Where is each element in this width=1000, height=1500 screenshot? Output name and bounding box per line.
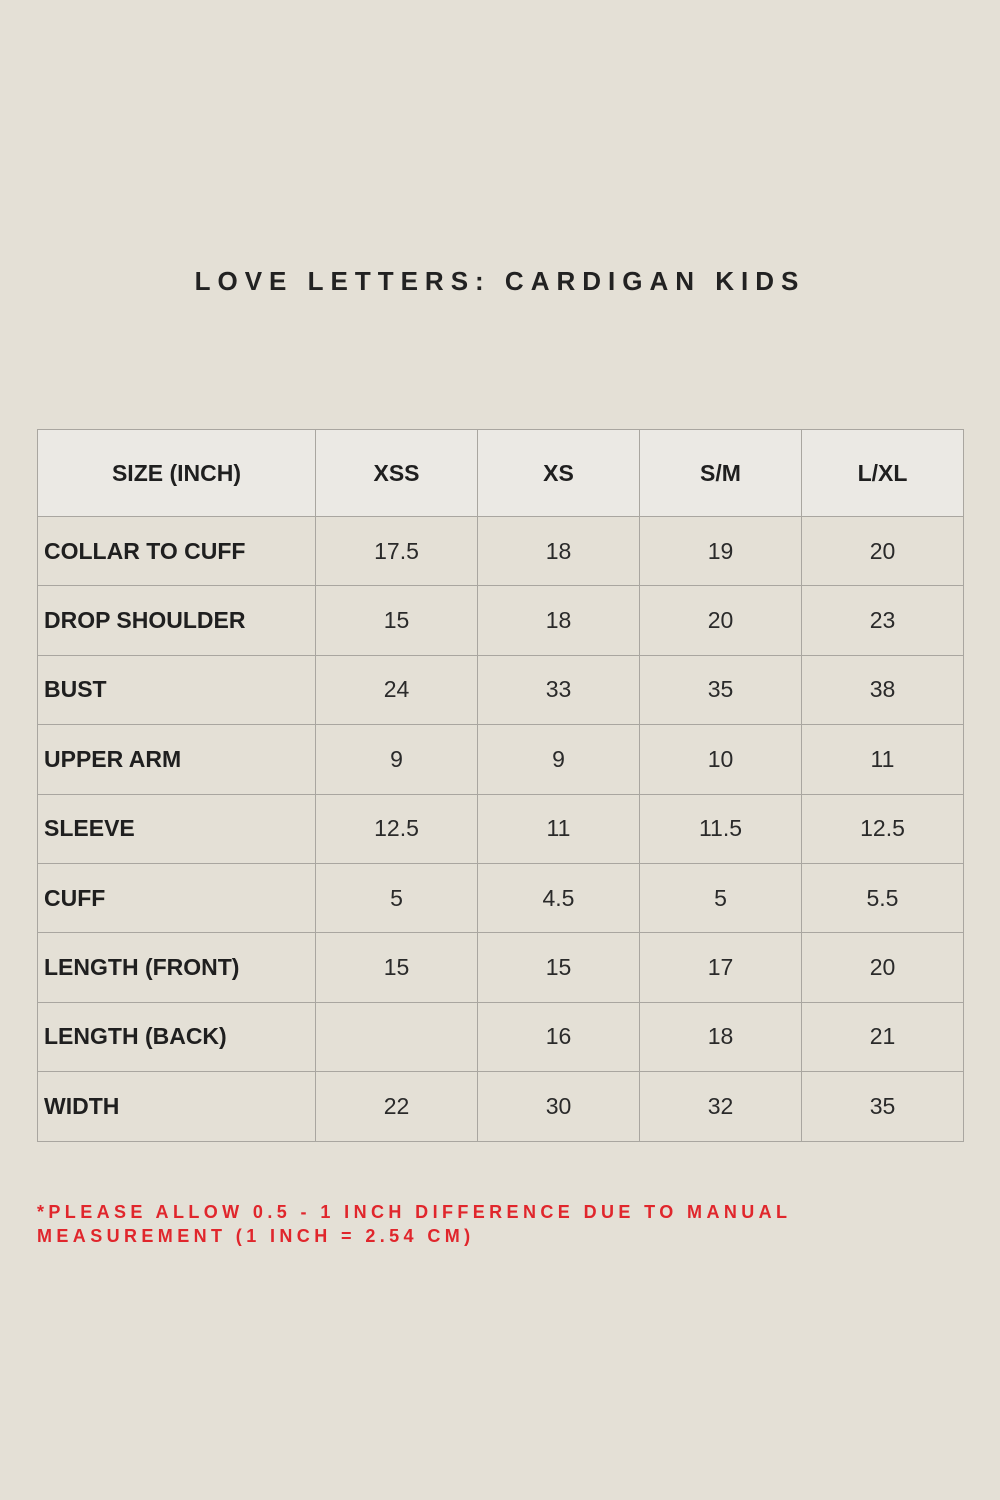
row-label-length-front: LENGTH (FRONT): [38, 933, 316, 1002]
header-size-inch: SIZE (INCH): [38, 430, 316, 517]
measurement-note: [37, 1200, 937, 1248]
header-xss: XSS: [316, 430, 478, 517]
table-cell: 18: [478, 586, 640, 655]
table-cell: 18: [478, 517, 640, 586]
table-cell: 12.5: [802, 794, 964, 863]
row-label-bust: BUST: [38, 655, 316, 724]
table-cell: 21: [802, 1002, 964, 1071]
page-title: LOVE LETTERS: CARDIGAN KIDS: [194, 266, 806, 296]
table-cell: 5.5: [802, 863, 964, 932]
table-cell: 30: [478, 1072, 640, 1141]
table-cell: 22: [316, 1072, 478, 1141]
table-cell: 23: [802, 586, 964, 655]
table-cell: 11: [478, 794, 640, 863]
measurement-note-line-1: *PLEASE ALLOW 0.5 - 1 INCH DIFFERENCE DUE TO MANUAL: [37, 1202, 792, 1222]
table-row: [38, 794, 964, 863]
header-xs: XS: [478, 430, 640, 517]
row-label-width: WIDTH: [38, 1072, 316, 1141]
table-cell: 16: [478, 1002, 640, 1071]
table-row: [38, 1002, 964, 1071]
table-row: [38, 655, 964, 724]
row-label-drop-shoulder: DROP SHOULDER: [38, 586, 316, 655]
table-cell: 15: [478, 933, 640, 1002]
table-cell: 5: [640, 863, 802, 932]
table-cell: 15: [316, 933, 478, 1002]
table-cell: 9: [316, 725, 478, 794]
size-chart-table: [37, 429, 964, 1142]
table-cell: 4.5: [478, 863, 640, 932]
table-cell: 5: [316, 863, 478, 932]
table-cell: 19: [640, 517, 802, 586]
table-row: [38, 725, 964, 794]
row-label-length-back: LENGTH (BACK): [38, 1002, 316, 1071]
table-cell: 38: [802, 655, 964, 724]
row-label-sleeve: SLEEVE: [38, 794, 316, 863]
table-cell: 12.5: [316, 794, 478, 863]
table-cell: 9: [478, 725, 640, 794]
table-cell: 35: [640, 655, 802, 724]
row-label-cuff: CUFF: [38, 863, 316, 932]
table-row: [38, 933, 964, 1002]
table-header-row: [38, 430, 964, 517]
table-row: [38, 1072, 964, 1141]
table-cell: 17: [640, 933, 802, 1002]
measurement-note-line-2: MEASUREMENT (1 INCH = 2.54 CM): [37, 1226, 475, 1246]
table-row: [38, 863, 964, 932]
row-label-collar-to-cuff: COLLAR TO CUFF: [38, 517, 316, 586]
table-cell: 24: [316, 655, 478, 724]
table-cell: 20: [640, 586, 802, 655]
table-cell: [316, 1002, 478, 1071]
table-cell: 33: [478, 655, 640, 724]
table-row: [38, 517, 964, 586]
table-cell: 17.5: [316, 517, 478, 586]
header-lxl: L/XL: [802, 430, 964, 517]
table-cell: 32: [640, 1072, 802, 1141]
table-cell: 35: [802, 1072, 964, 1141]
header-sm: S/M: [640, 430, 802, 517]
row-label-upper-arm: UPPER ARM: [38, 725, 316, 794]
table-cell: 10: [640, 725, 802, 794]
table-cell: 20: [802, 517, 964, 586]
table-cell: 18: [640, 1002, 802, 1071]
table-cell: 20: [802, 933, 964, 1002]
table-row: [38, 586, 964, 655]
table-cell: 15: [316, 586, 478, 655]
table-cell: 11: [802, 725, 964, 794]
table-cell: 11.5: [640, 794, 802, 863]
